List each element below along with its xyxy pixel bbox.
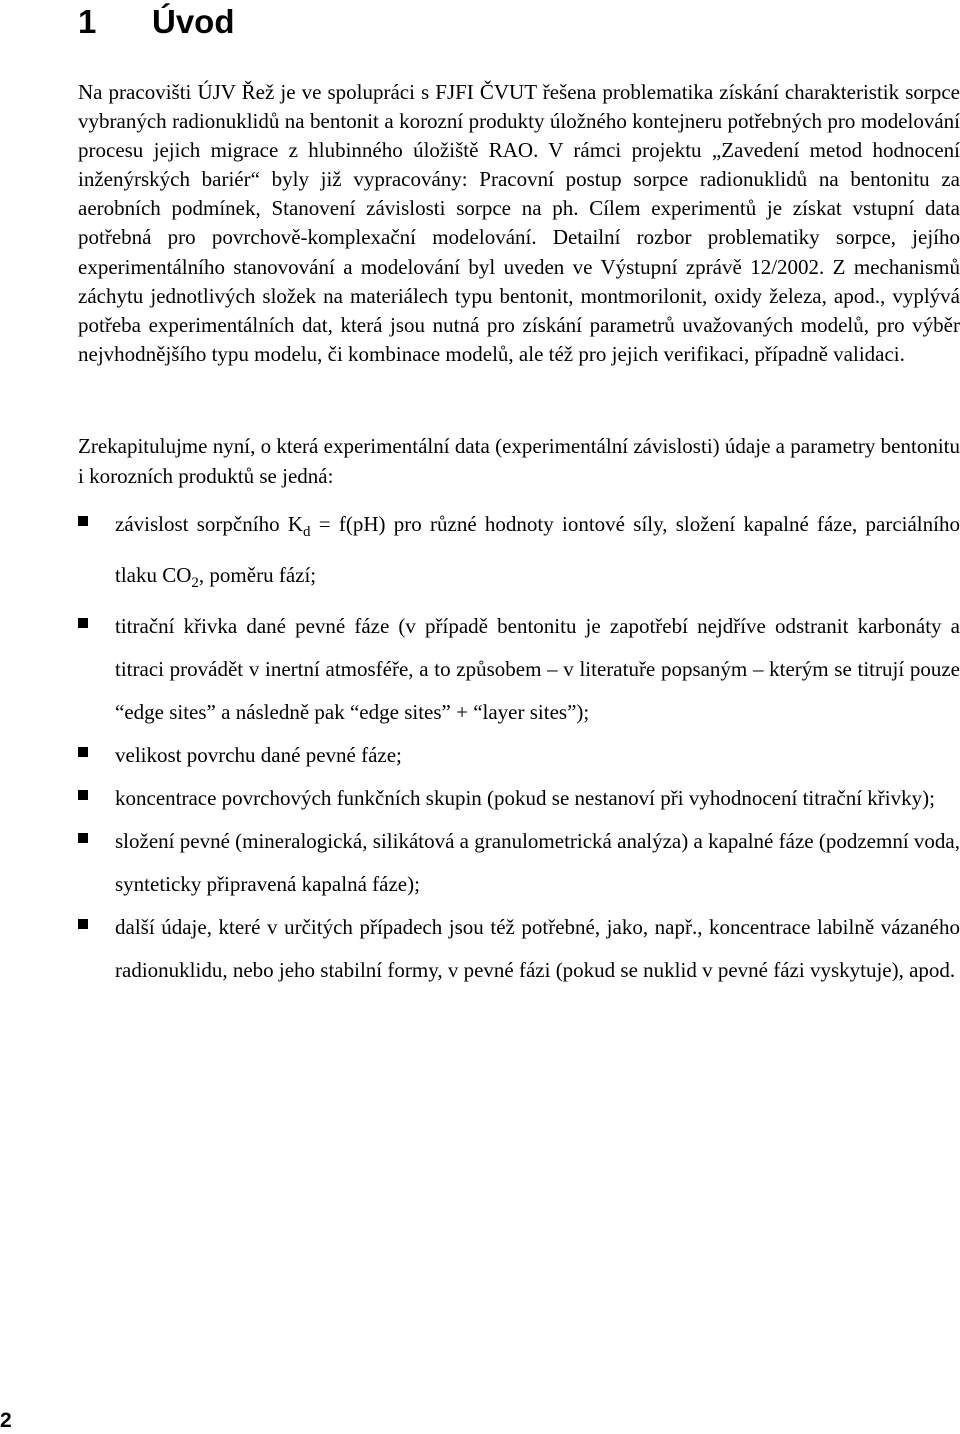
section-number: 1 [78,3,97,40]
list-item-functional-groups [78,777,960,820]
list-item-other-data [78,906,960,992]
list-item-text: závislost sorpčního $K_d = f(pH)$ pro různé hodnoty iontové síly, složení kapalné fáze, parciálního tlaku $CO_2$, poměru fází; [115,512,960,592]
list-item-sorption-kd [78,503,960,605]
list-item-text: složení pevné (mineralogická, silikátová a granulometrická analýza) a kapalné fáze (podzemní voda, synteticky připravená kapalná fáze); [115,829,960,897]
square-bullet-icon [78,790,88,800]
section-title: Úvod [152,3,235,40]
square-bullet-icon [78,919,88,929]
list-item-composition [78,820,960,906]
list-item-titration-curve [78,605,960,734]
square-bullet-icon [78,516,88,526]
recap-paragraph: Zrekapitulujme nyní, o která experimentální data (experimentální závislosti) údaje a parametry bentonitu i korozních produktů se jedná: [78,434,960,488]
intro-paragraph: Na pracovišti ÚJV Řež je ve spolupráci s FJFI ČVUT řešena problematika získání charakteristik sorpce vybraných radionuklidů na bentonit a korozní produkty úložného kontejneru potřebných pro modelování procesu jejich migrace z hlubinného úložiště RAO. V rámci projektu „Zavedení metod hodnocení inženýrských bariér“ byly již vypracovány: Pracovní postup sorpce radionuklidů na bentonitu za aerobních podmínek, Stanovení závislosti sorpce na ph. Cílem experimentů je získat vstupní data potřebná pro povrchově-komplexační modelování. Detailní rozbor problematiky sorpce, jejího experimentálního stanovování a modelování byl uveden ve Výstupní zprávě 12/2002. Z mechanismů záchytu jednotlivých složek na materiálech typu bentonit, montmorilonit, oxidy železa, apod., vyplývá potřeba experimentálních dat, která jsou nutná pro získání parametrů uvažovaných modelů, pro výběr nejvhodnějšího typu modelu, či kombinace modelů, ale též pro jejich verifikaci, případně validaci. [78,80,960,366]
list-item-text: další údaje, které v určitých případech jsou též potřebné, jako, např., koncentrace labilně vázaného radionuklidu, nebo jeho stabilní formy, v pevné fázi (pokud se nuklid v pevné fázi vyskytuje), apod. [115,915,960,983]
list-item-text: koncentrace povrchových funkčních skupin (pokud se nestanoví při vyhodnocení titrační křivky); [115,786,935,811]
square-bullet-icon [78,618,88,628]
section-heading [78,2,235,42]
page-number: 2 [0,1409,12,1432]
list-item-surface-area [78,734,960,777]
list-item-text: velikost povrchu dané pevné fáze; [115,743,402,768]
square-bullet-icon [78,747,88,757]
square-bullet-icon [78,833,88,843]
data-requirements-list [78,503,960,992]
list-item-text: titrační křivka dané pevné fáze (v případě bentonitu je zapotřebí nejdříve odstranit karbonáty a titraci provádět v inertní atmosféře, a to způsobem – v literatuře popsaným – kterým se titrují pouze “edge sites” a následně pak “edge sites” + “layer sites”); [115,614,960,725]
